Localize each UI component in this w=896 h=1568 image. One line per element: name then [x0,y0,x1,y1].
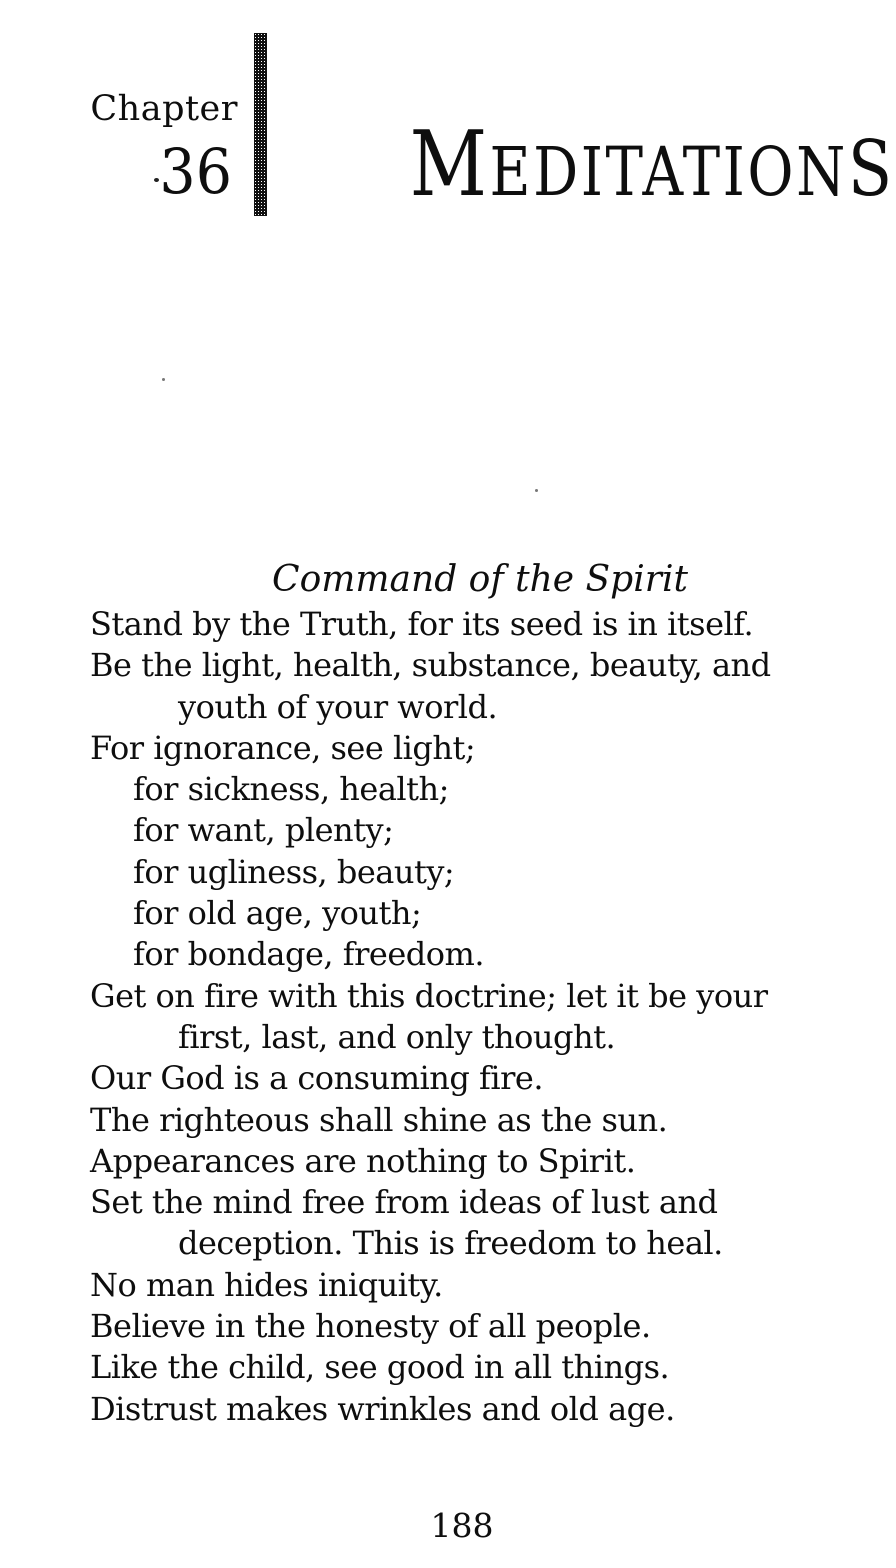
text-line: youth of your world. [178,687,498,726]
text-line: for sickness, health; [133,770,449,809]
section-title: Command of the Spirit [272,559,688,600]
text-line: Set the mind free from ideas of lust and [90,1183,718,1222]
book-title-final-letter: S [847,125,895,214]
scan-speck [162,378,165,381]
text-line: No man hides iniquity. [90,1265,443,1304]
text-line: first, last, and only thought. [178,1017,616,1056]
book-title-initial-letter: M [409,112,490,217]
scan-speck [154,178,159,182]
text-line: for want, plenty; [133,811,394,850]
text-line: Like the child, see good in all things. [90,1348,670,1387]
text-line: Get on fire with this doctrine; let it be your [90,976,768,1015]
text-line: Appearances are nothing to Spirit. [90,1141,636,1180]
text-line: for ugliness, beauty; [133,852,455,891]
page-number: 188 [430,1506,494,1545]
chapter-label: Chapter [90,89,238,129]
text-line: Be the light, health, substance, beauty, and [90,646,771,685]
text-line: for old age, youth; [133,894,422,933]
book-title [409,112,895,217]
text-line: The righteous shall shine as the sun. [90,1100,668,1139]
chapter-divider-bar [254,33,267,216]
text-line: for bondage, freedom. [133,935,485,974]
text-line: deception. This is freedom to heal. [178,1224,723,1263]
text-line: For ignorance, see light; [90,728,476,767]
scan-speck [535,489,538,492]
chapter-number: 36 [159,135,232,208]
text-line: Stand by the Truth, for its seed is in itself. [90,605,754,643]
book-title-middle-letters: EDITATION [489,133,848,211]
meditation-text-block [90,604,890,1430]
text-line: Believe in the honesty of all people. [90,1307,651,1346]
text-line: Our God is a consuming fire. [90,1059,544,1098]
text-line: Distrust makes wrinkles and old age. [90,1389,675,1428]
